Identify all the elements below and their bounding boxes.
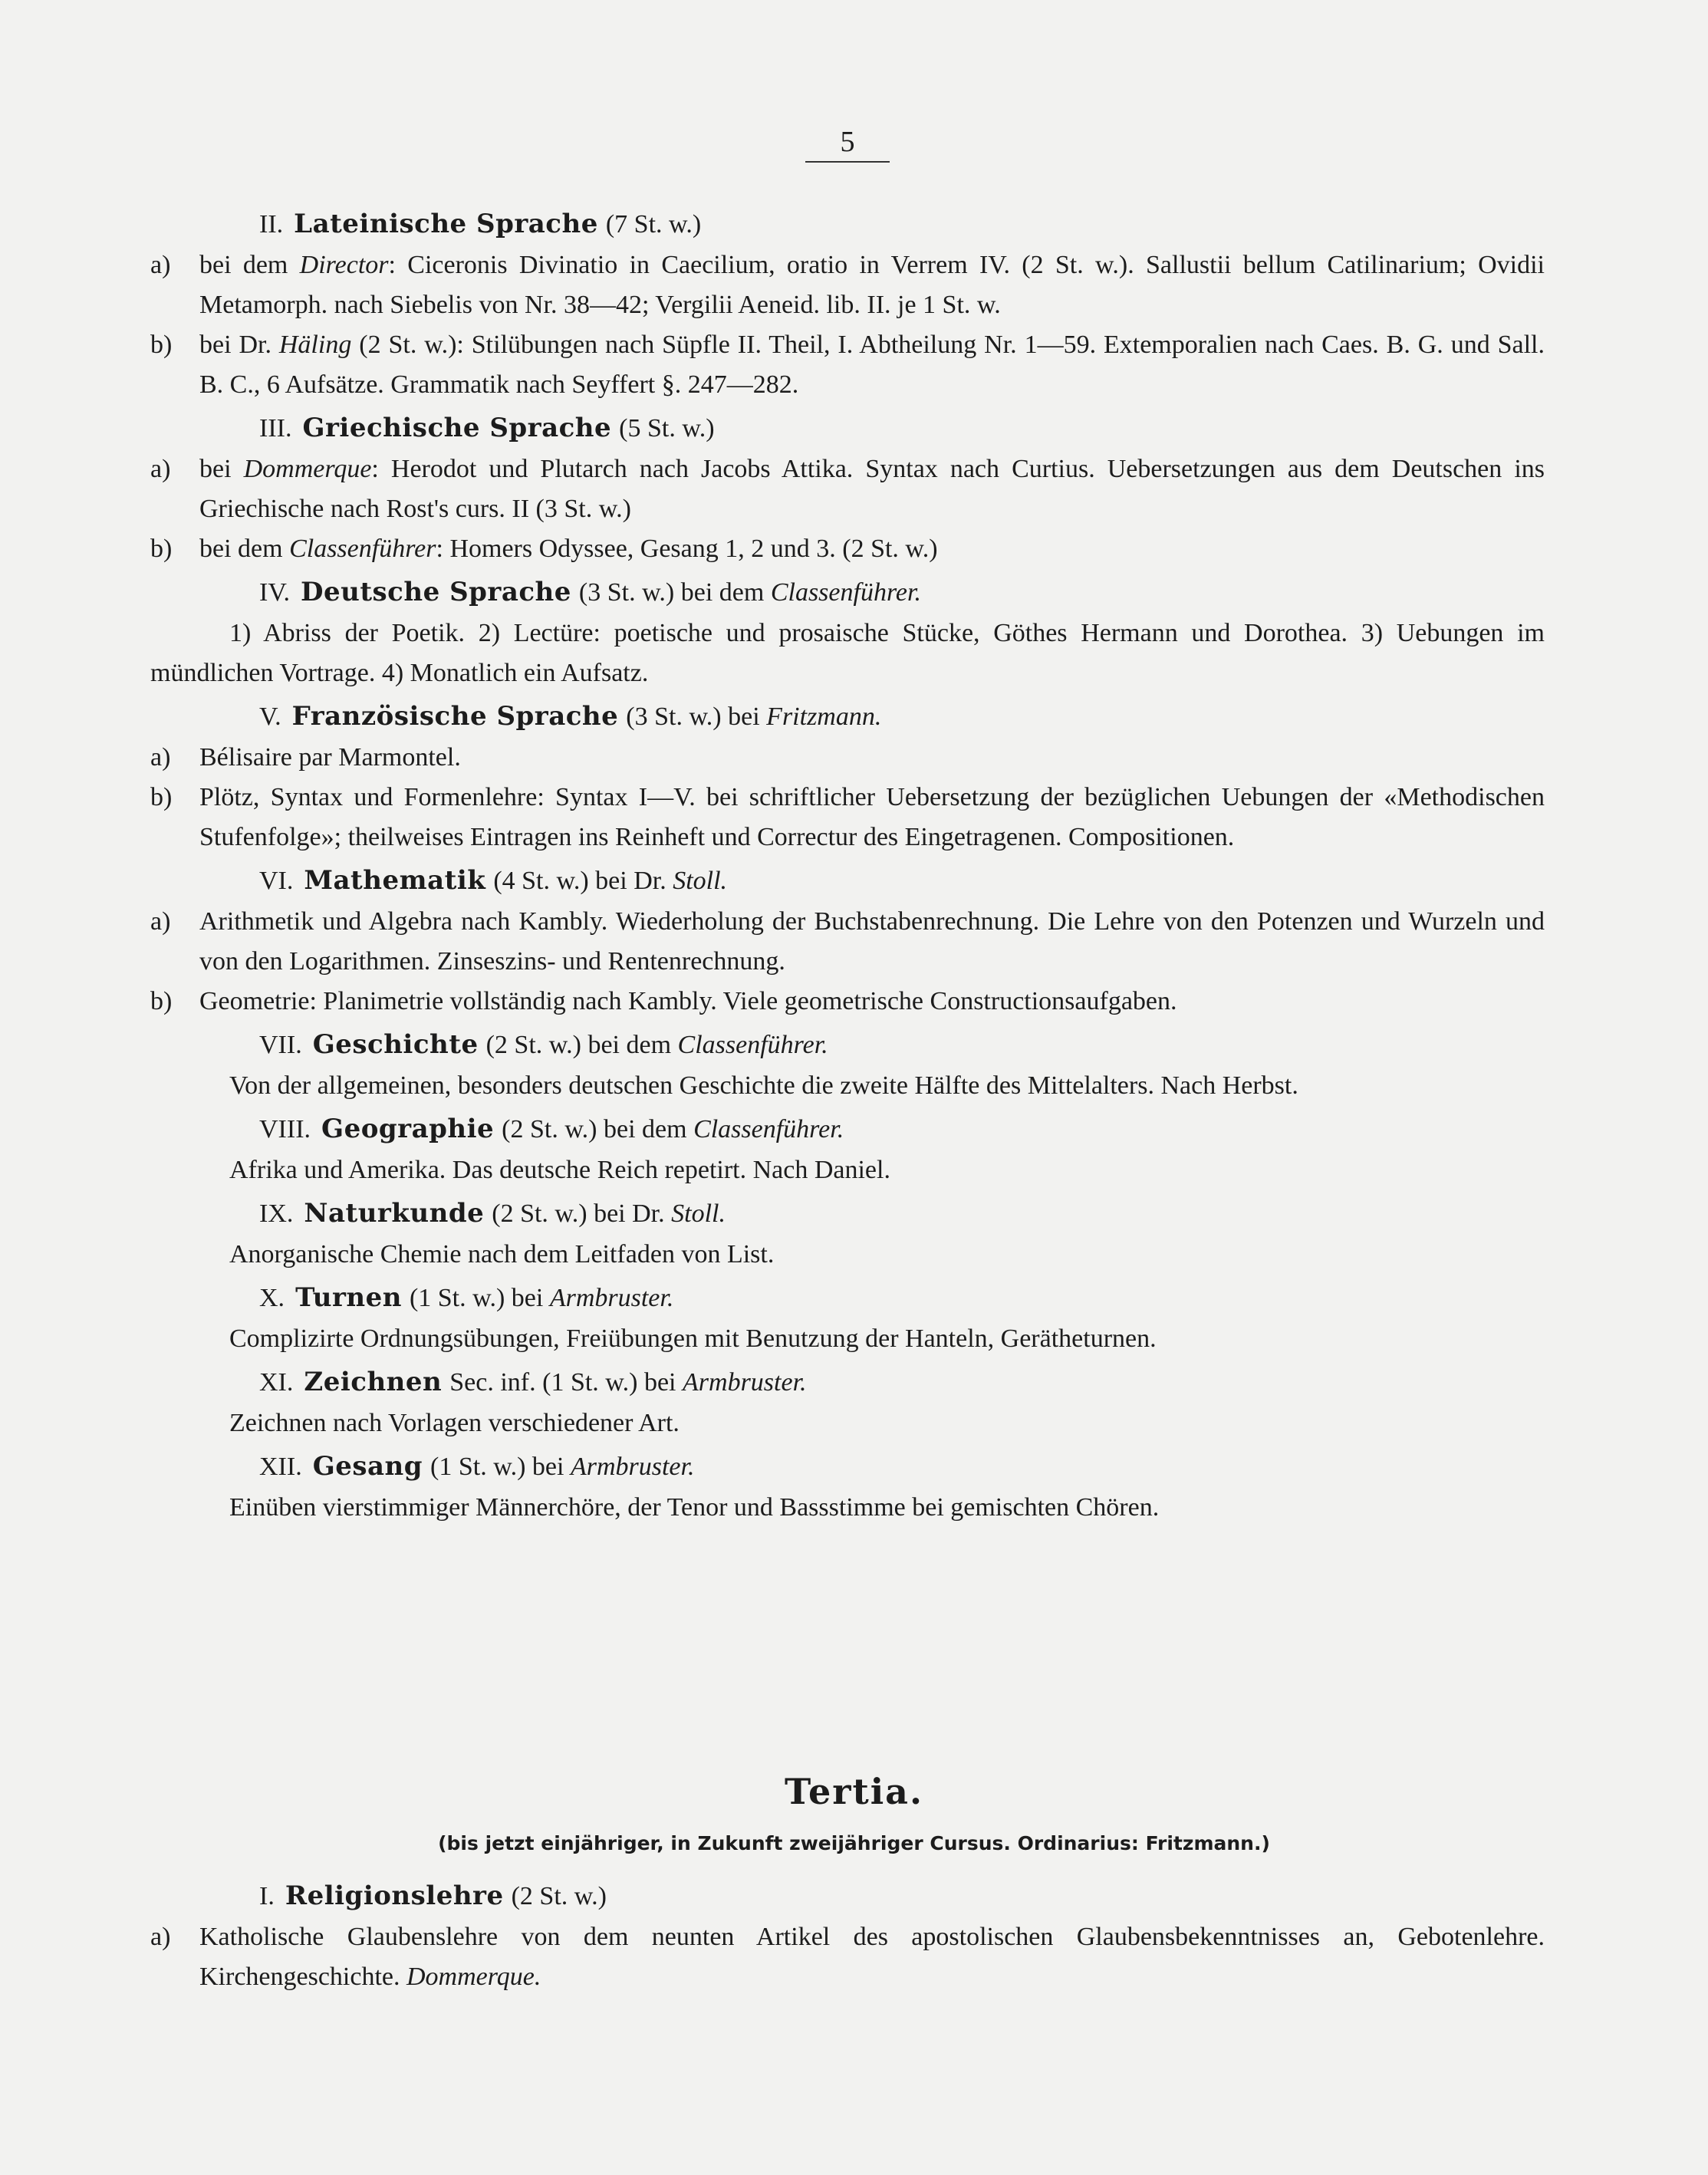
list-item [150,902,1545,982]
item-prefix: bei [199,455,244,483]
subject-title: Gesang [312,1451,423,1482]
page-number: 5 [805,123,890,163]
subject-title: Naturkunde [304,1198,485,1229]
subject-hours: (2 St. w.) bei dem [485,1031,672,1059]
subject-heading-geography [150,1109,1545,1150]
subject-title: Turnen [295,1282,402,1313]
teacher-name: Classenführer. [677,1031,828,1059]
subject-number: IX. [259,1199,294,1228]
subject-title: Zeichnen [304,1367,443,1397]
subject-heading-french [150,696,1545,738]
subject-number: IV. [259,578,290,607]
subject-heading-gymnastics [150,1278,1545,1319]
teacher-name: Fritzmann. [766,703,882,731]
subject-hours: (1 St. w.) bei [430,1453,564,1481]
subject-heading-singing [150,1446,1545,1488]
item-label: b) [150,783,173,811]
list-item [150,245,1545,325]
item-text: : Herodot und Plutarch nach Jacobs Attika. Syntax nach Curtius. Uebersetzungen aus dem Deutschen ins Griechische nach Rost's curs. II (3 St. w.) [199,455,1545,523]
item-label: b) [150,535,173,563]
teacher-name: Armbruster. [549,1284,674,1312]
section-title-tertia: Tertia. [785,1771,923,1812]
subject-line: Anorganische Chemie nach dem Leitfaden von List. [229,1240,775,1268]
subject-title: Lateinische Sprache [294,209,598,239]
subject-number: I. [259,1882,275,1910]
subject-hours: (2 St. w.) bei dem [502,1115,687,1143]
subject-title: Mathematik [304,865,486,896]
item-text: Plötz, Syntax und Formenlehre: Syntax I—V. bei schriftlicher Uebersetzung der bezüglichen Uebungen der «Methodischen Stufenfolge»; theilweises Eintragen ins Reinheft und Correctur des Eingetragenen. Compositionen. [199,783,1545,851]
subject-number: VI. [259,867,294,895]
teacher-name: Director [299,251,389,279]
item-label: a) [150,907,171,936]
list-item [150,778,1545,857]
item-text: Katholische Glaubenslehre von dem neunten Artikel des apostolischen Glaubensbekenntnisses an, Gebotenlehre. Kirchengeschichte. [199,1923,1545,1991]
list-item [150,529,1545,569]
subject-title: Religionslehre [285,1881,504,1911]
subject-hours: (7 St. w.) [605,210,702,239]
teacher-name: Häling [278,331,352,359]
subject-number: V. [259,703,281,731]
subject-number: XI. [259,1368,294,1397]
item-text: Arithmetik und Algebra nach Kambly. Wiederholung der Buchstabenrechnung. Die Lehre von den Potenzen und Wurzeln und von den Logarithmen. Zinseszins- und Rentenrechnung. [199,907,1545,976]
subject-number: X. [259,1284,285,1312]
subject-hours: Sec. inf. (1 St. w.) bei [449,1368,676,1397]
item-label: b) [150,331,173,359]
item-text: : Homers Odyssee, Gesang 1, 2 und 3. (2 St. w.) [436,535,938,563]
subject-title: Deutsche Sprache [301,577,571,607]
subject-title: Geschichte [312,1029,479,1060]
subject-number: III. [259,414,292,443]
item-prefix: bei dem [199,251,300,279]
subject-hours: (3 St. w.) bei dem [578,578,765,607]
section-subtitle: (bis jetzt einjähriger, in Zukunft zweijähriger Cursus. Ordinarius: Fritzmann.) [438,1832,1270,1854]
subject-heading-latin [150,204,1545,245]
secunda-curriculum [150,201,1545,1528]
item-text: (2 St. w.): Stilübungen nach Süpfle II. Theil, I. Abtheilung Nr. 1—59. Extemporalien nach Caes. B. G. und Sall. B. C., 6 Aufsätze. Grammatik nach Seyffert §. 247—282. [199,331,1545,399]
teacher-name: Stoll. [671,1199,726,1228]
subject-paragraph: Von der allgemeinen, besonders deutschen Geschichte die zweite Hälfte des Mittelalters. Nach Herbst. [229,1071,1298,1100]
subject-hours: (2 St. w.) bei Dr. [492,1199,665,1228]
subject-hours: (5 St. w.) [619,414,715,443]
item-text: : Ciceronis Divinatio in Caecilium, oratio in Verrem IV. (2 St. w.). Sallustii bellum Catilinarium; Ovidii Metamorph. nach Siebelis von Nr. 38—42; Vergilii Aeneid. lib. II. je 1 St. w. [199,251,1545,319]
item-label: a) [150,1923,171,1951]
subject-title: Griechische Sprache [302,413,612,443]
subject-line: Afrika und Amerika. Das deutsche Reich repetirt. Nach Daniel. [229,1156,890,1184]
subject-heading-natural-science [150,1193,1545,1235]
list-item [150,1917,1545,1997]
subject-line: Zeichnen nach Vorlagen verschiedener Art. [229,1409,680,1437]
teacher-name: Armbruster. [683,1368,807,1397]
subject-title: Französische Sprache [291,701,619,732]
item-label: a) [150,455,171,483]
subject-heading-greek [150,408,1545,449]
subject-heading-mathematics [150,860,1545,902]
subject-hours: (4 St. w.) bei Dr. [493,867,666,895]
item-text: Bélisaire par Marmontel. [199,743,461,772]
list-item [150,738,1545,778]
subject-heading-religion [150,1876,1545,1917]
item-prefix: bei dem [199,535,290,563]
list-item [150,325,1545,405]
subject-hours: (2 St. w.) [511,1882,607,1910]
subject-number: XII. [259,1453,302,1481]
item-label: b) [150,987,173,1015]
teacher-name: Classenführer [289,535,436,563]
subject-heading-german [150,572,1545,614]
item-text: Geometrie: Planimetrie vollständig nach Kambly. Viele geometrische Constructionsaufgaben. [199,987,1177,1015]
subject-line: Einüben vierstimmiger Männerchöre, der Tenor und Bassstimme bei gemischten Chören. [229,1493,1160,1522]
list-item [150,449,1545,529]
item-prefix: bei Dr. [199,331,279,359]
teacher-name: Classenführer. [693,1115,844,1143]
teacher-name: Armbruster. [570,1453,695,1481]
teacher-name: Stoll. [673,867,728,895]
subject-line: Complizirte Ordnungsübungen, Freiübungen mit Benutzung der Hanteln, Gerätheturnen. [229,1324,1157,1353]
subject-number: VIII. [259,1115,311,1143]
teacher-name: Classenführer. [770,578,921,607]
subject-number: II. [259,210,284,239]
subject-heading-drawing [150,1362,1545,1403]
subject-hours: (3 St. w.) bei [626,703,760,731]
subject-hours: (1 St. w.) bei [409,1284,544,1312]
subject-number: VII. [259,1031,302,1059]
item-label: a) [150,251,171,279]
item-label: a) [150,743,171,772]
subject-paragraph: 1) Abriss der Poetik. 2) Lectüre: poetische und prosaische Stücke, Göthes Hermann und Dorothea. 3) Uebungen im mündlichen Vortrage. 4) Monatlich ein Aufsatz. [150,619,1545,687]
subject-title: Geographie [321,1114,495,1144]
tertia-curriculum [150,1873,1545,1997]
teacher-name: Dommerque. [406,1963,541,1991]
list-item [150,982,1545,1022]
teacher-name: Dommerque [243,455,372,483]
subject-heading-history [150,1025,1545,1066]
